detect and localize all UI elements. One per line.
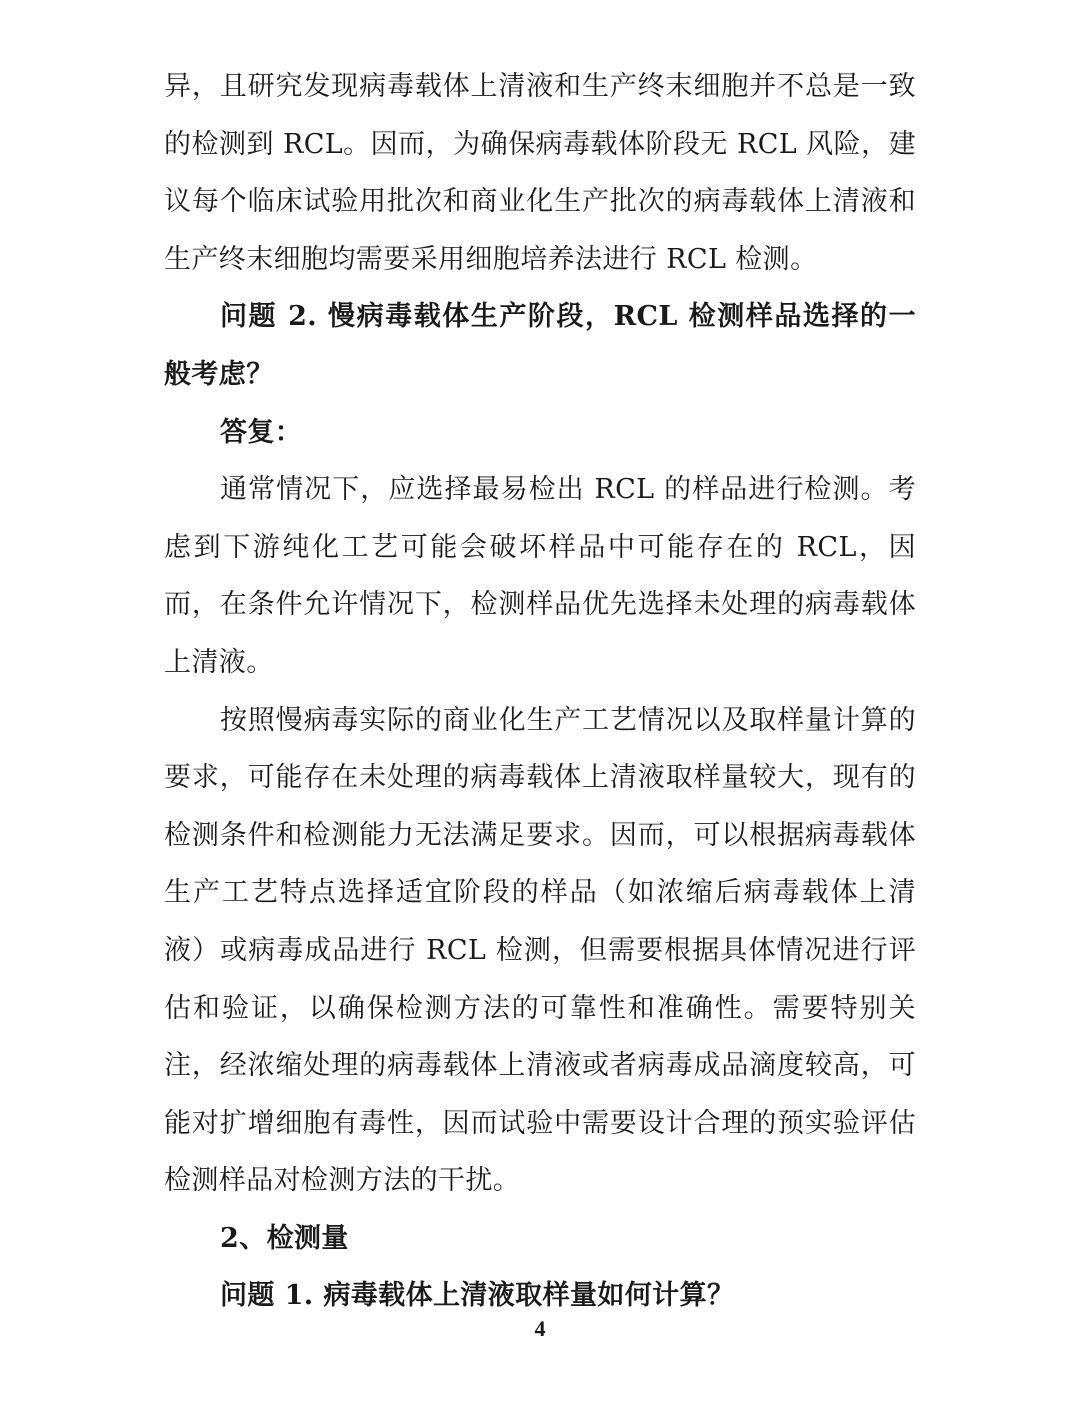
- answer-label: 答复：: [220, 416, 303, 448]
- question-1-heading: 问题 1. 病毒载体上清液取样量如何计算？: [220, 1280, 735, 1312]
- page-number: 4: [534, 1316, 546, 1341]
- paragraph-continuation: 异，且研究发现病毒载体上清液和生产终末细胞并不总是一致的检测到 RCL。因而，为确保病毒载体阶段无 RCL 风险，建议每个临床试验用批次和商业化生产批次的病毒载体上清液和生产终末细胞均需要采用细胞培养法进行 RCL 检测。: [164, 71, 916, 275]
- answer-paragraph-2: 按照慢病毒实际的商业化生产工艺情况以及取样量计算的要求，可能存在未处理的病毒载体上清液取样量较大，现有的检测条件和检测能力无法满足要求。因而，可以根据病毒载体生产工艺特点选择适宜阶段的样品（如浓缩后病毒载体上清液）或病毒成品进行 RCL 检测，但需要根据具体情况进行评估和验证，以确保检测方法的可靠性和准确性。需要特别关注，经浓缩处理的病毒载体上清液或者病毒成品滴度较高，可能对扩增细胞有毒性，因而试验中需要设计合理的预实验评估检测样品对检测方法的干扰。: [164, 704, 916, 1197]
- question-2-heading: 问题 2. 慢病毒载体生产阶段，RCL 检测样品选择的一般考虑？: [164, 301, 916, 390]
- document-body: [164, 58, 916, 1325]
- section-heading-detection-amount: 2、检测量: [220, 1222, 349, 1254]
- answer-paragraph-1: 通常情况下，应选择最易检出 RCL 的样品进行检测。考虑到下游纯化工艺可能会破坏样品中可能存在的 RCL，因而，在条件允许情况下，检测样品优先选择未处理的病毒载体上清液。: [164, 474, 916, 678]
